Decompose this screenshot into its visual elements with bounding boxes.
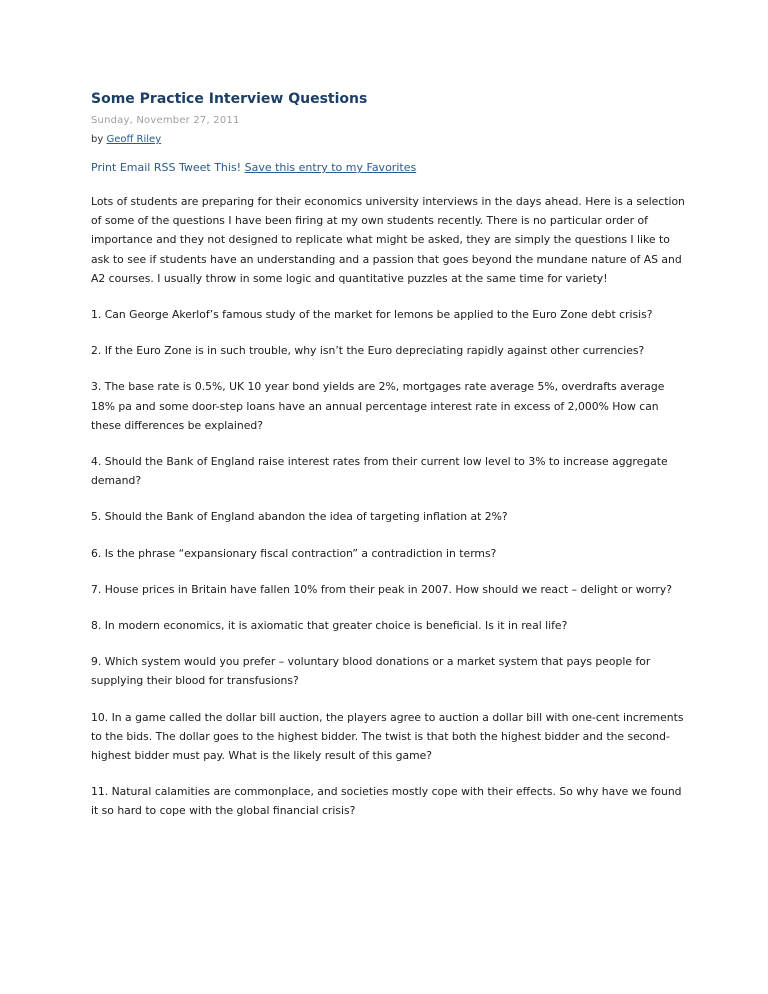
tweet-link[interactable]: Tweet This! xyxy=(178,161,242,174)
save-favorites-link[interactable]: Save this entry to my Favorites xyxy=(244,161,417,174)
question-item: 4. Should the Bank of England raise interest rates from their current low level to 3% to increase aggregate demand? xyxy=(91,455,668,488)
author-link[interactable]: Geoff Riley xyxy=(106,134,162,145)
question-item: 10. In a game called the dollar bill auction, the players agree to auction a dollar bill with one-cent increments to the bids. The dollar goes to the highest bidder. The twist is that both the highest bidder and the second-highest bidder must pay. What is the likely result of this game? xyxy=(91,710,684,763)
question-item: 2. If the Euro Zone is in such trouble, why isn’t the Euro depreciating rapidly against other currencies? xyxy=(91,344,645,358)
rss-link[interactable]: RSS xyxy=(153,161,176,174)
email-link[interactable]: Email xyxy=(119,161,151,174)
article xyxy=(91,90,691,821)
question-item: 7. House prices in Britain have fallen 10% from their peak in 2007. How should we react – delight or worry? xyxy=(91,582,672,596)
question-item: 6. Is the phrase “expansionary fiscal contraction” a contradiction in terms? xyxy=(91,546,497,560)
byline-prefix: by xyxy=(91,134,104,145)
print-link[interactable]: Print xyxy=(91,161,117,174)
article-date: Sunday, November 27, 2011 xyxy=(91,115,240,126)
article-actions xyxy=(91,161,691,175)
intro-paragraph: Lots of students are preparing for their economics university interviews in the days ahead. Here is a selection of some of the questions I have been firing at my own students recently. There is no particular order of importance and they not designed to replicate what might be asked, they are simply the questions I like to ask to see if students have an understanding and a passion that goes beyond the mundane nature of AS and A2 courses. I usually throw in some logic and quantitative puzzles at the same time for variety! xyxy=(91,195,685,285)
question-item: 5. Should the Bank of England abandon the idea of targeting inflation at 2%? xyxy=(91,510,508,524)
article-title: Some Practice Interview Questions xyxy=(91,91,368,107)
question-item: 8. In modern economics, it is axiomatic that greater choice is beneficial. Is it in real life? xyxy=(91,619,568,633)
question-item: 9. Which system would you prefer – voluntary blood donations or a market system that pays people for supplying their blood for transfusions? xyxy=(91,655,651,688)
question-item: 11. Natural calamities are commonplace, and societies mostly cope with their effects. So why have we found it so hard to cope with the global financial crisis? xyxy=(91,785,682,818)
byline xyxy=(91,133,691,146)
question-item: 3. The base rate is 0.5%, UK 10 year bond yields are 2%, mortgages rate average 5%, overdrafts average 18% pa and some door-step loans have an annual percentage interest rate in excess of 2,000% How can these differences be explained? xyxy=(91,380,665,432)
question-item: 1. Can George Akerlof’s famous study of the market for lemons be applied to the Euro Zone debt crisis? xyxy=(91,308,653,322)
